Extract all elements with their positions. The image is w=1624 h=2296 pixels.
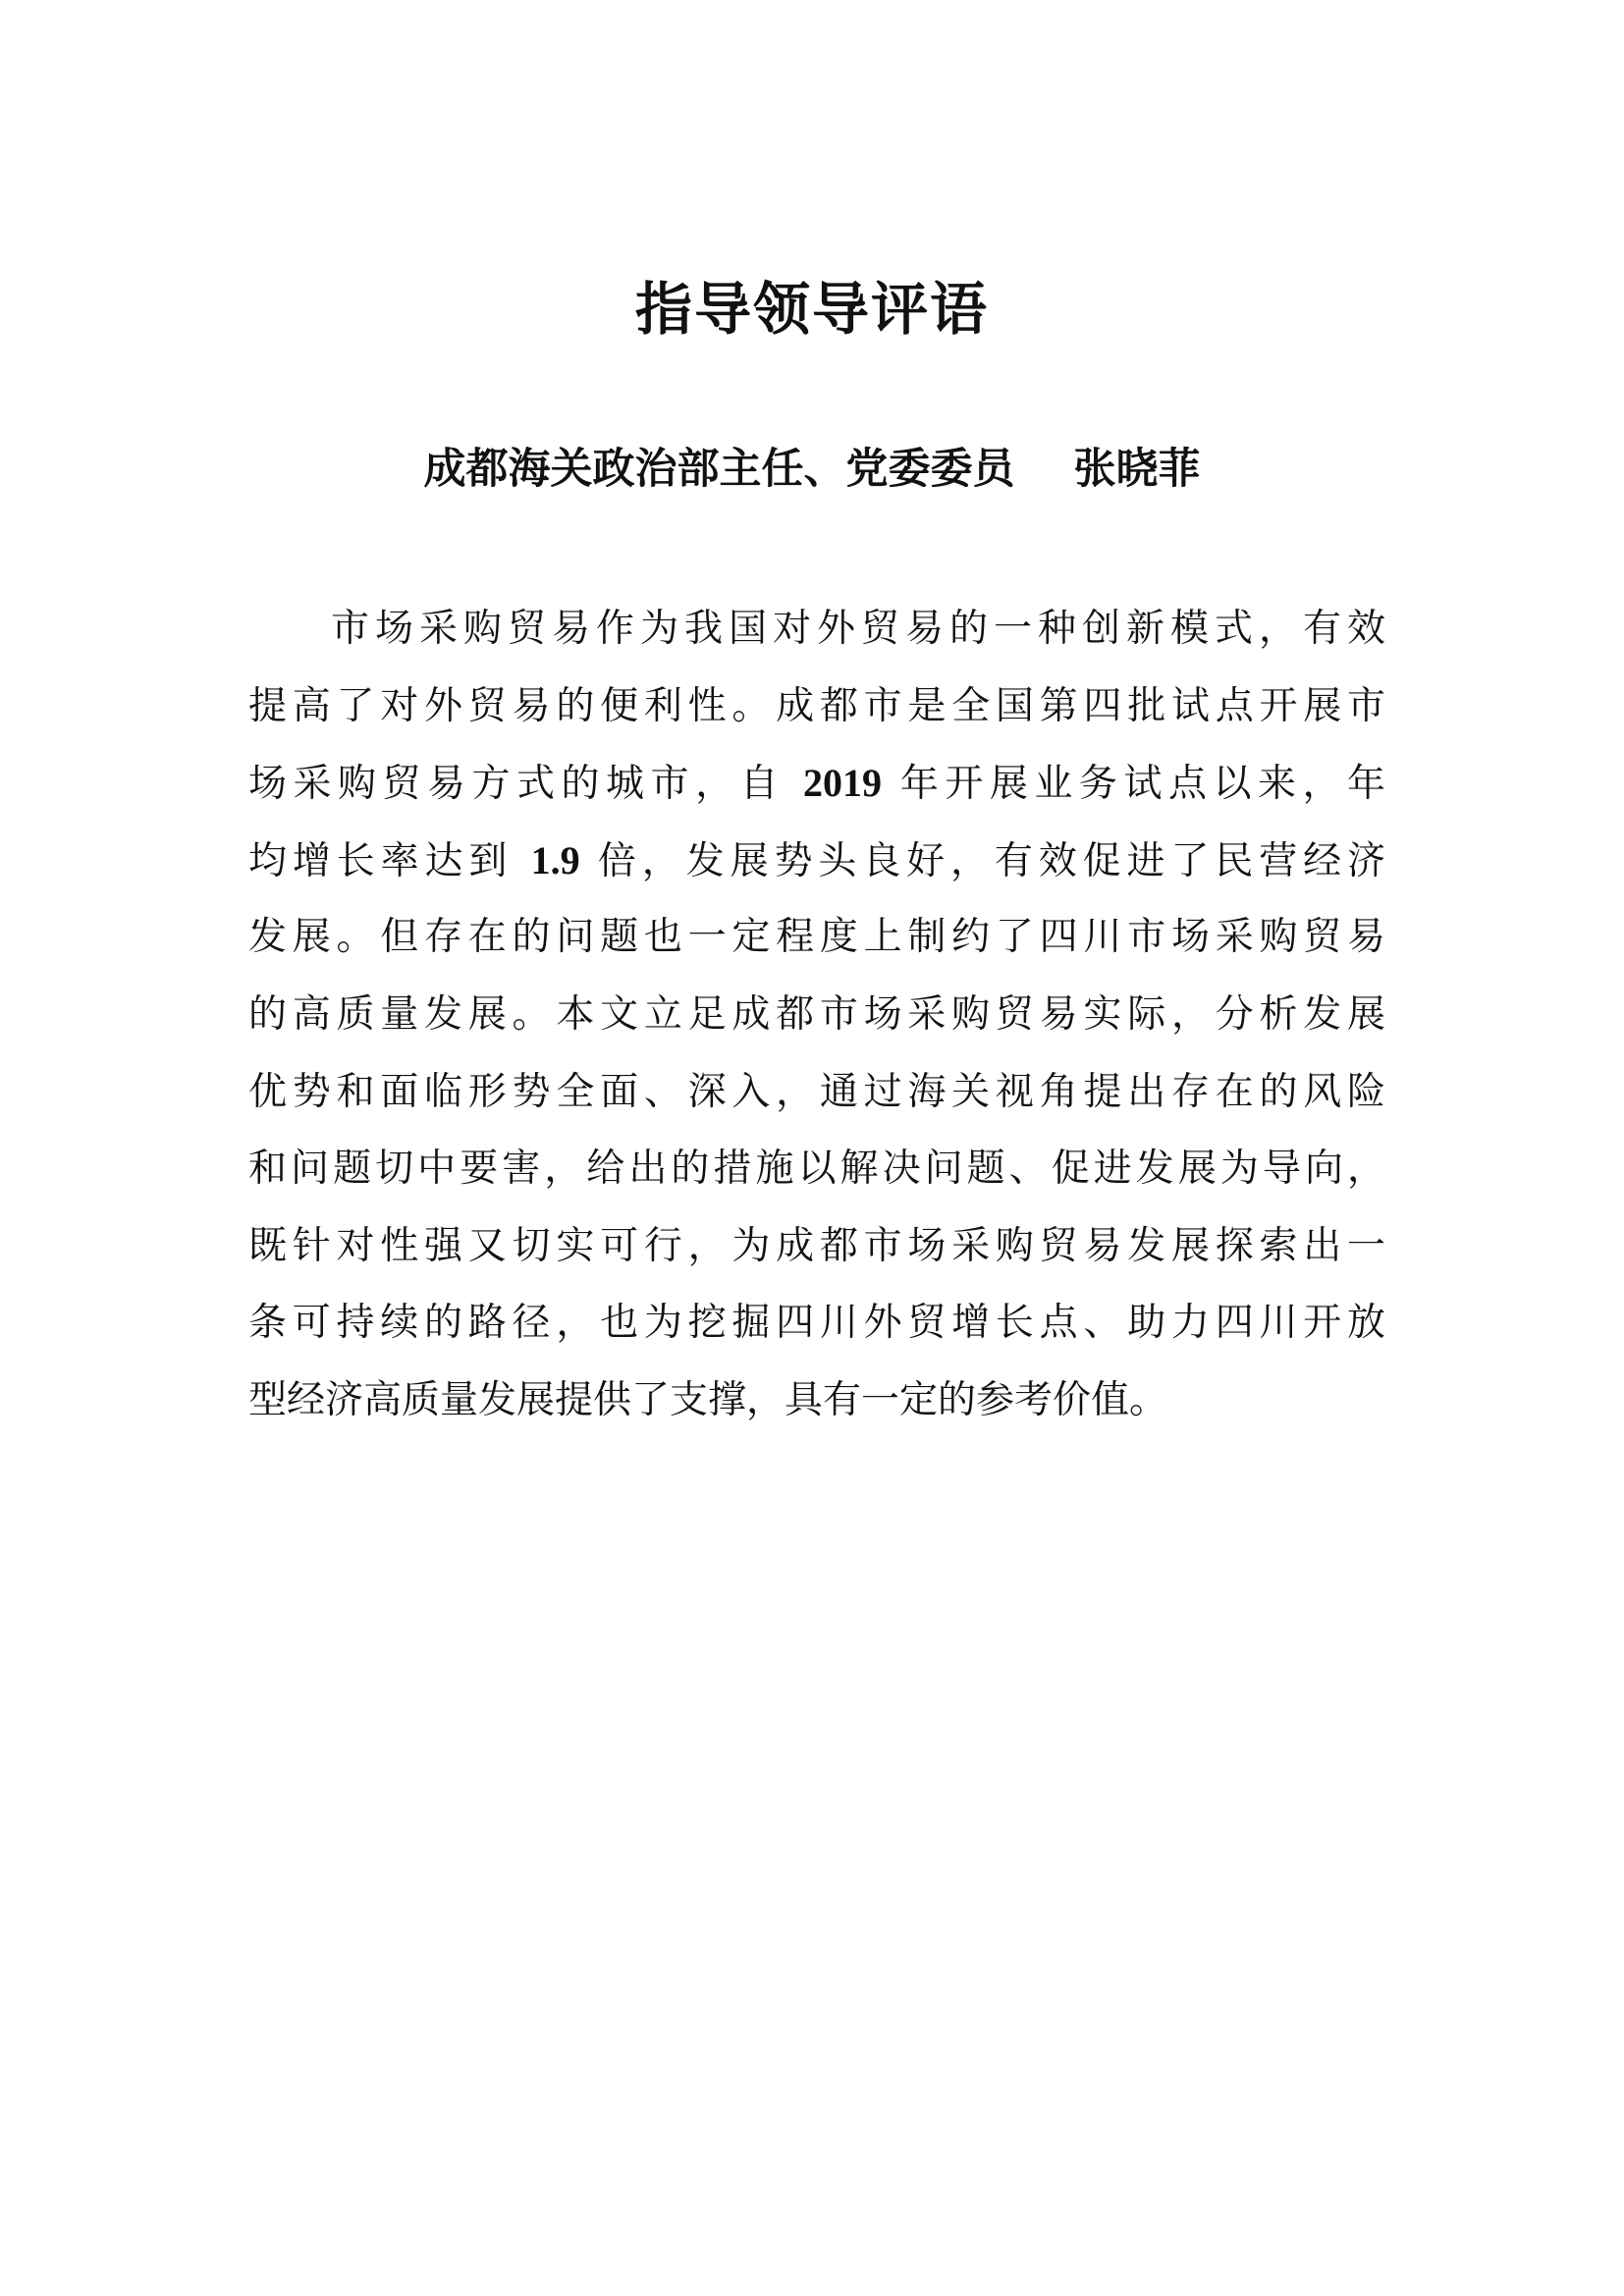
paragraph-line: 条可持续的路径，也为挖掘四川外贸增长点、助力四川开放: [248, 1301, 1385, 1346]
line-text: 场采购贸易方式的城市，自: [248, 762, 785, 807]
author-name: 张晓菲: [1073, 445, 1201, 494]
line-text: 均增长率达到: [248, 838, 514, 883]
paragraph-line: 市场采购贸易作为我国对外贸易的一种创新模式，有效: [331, 607, 1385, 651]
year-value: 2019: [803, 761, 882, 806]
paragraph-line: 发展。但存在的问题也一定程度上制约了四川市场采购贸易: [248, 915, 1385, 960]
paragraph-line: [248, 745, 1385, 823]
paragraph-line: 优势和面临形势全面、深入，通过海关视角提出存在的风险: [248, 1069, 1385, 1114]
line-text: 倍，发展势头良好，有效促进了民营经济: [597, 838, 1385, 883]
line-text: 年开展业务试点以来，年: [899, 762, 1385, 807]
paragraph-line: 和问题切中要害，给出的措施以解决问题、促进发展为导向，: [248, 1147, 1385, 1192]
author-line: [0, 440, 1624, 499]
paragraph-line: 提高了对外贸易的便利性。成都市是全国第四批试点开展市: [248, 683, 1385, 728]
growth-multiple-value: 1.9: [530, 837, 580, 882]
author-affiliation: 成都海关政治部主任、党委委员: [423, 445, 1015, 494]
paragraph-line: 的高质量发展。本文立足成都市场采购贸易实际，分析发展: [248, 991, 1385, 1037]
paragraph-line: [248, 823, 1385, 900]
paragraph-line: 既针对性强又切实可行，为成都市场采购贸易发展探索出一: [248, 1223, 1385, 1268]
comment-paragraph: [248, 591, 1385, 1440]
page-title: 指导领导评语: [634, 276, 989, 343]
paragraph-line: 型经济高质量发展提供了支撑，具有一定的参考价值。: [248, 1377, 1168, 1422]
